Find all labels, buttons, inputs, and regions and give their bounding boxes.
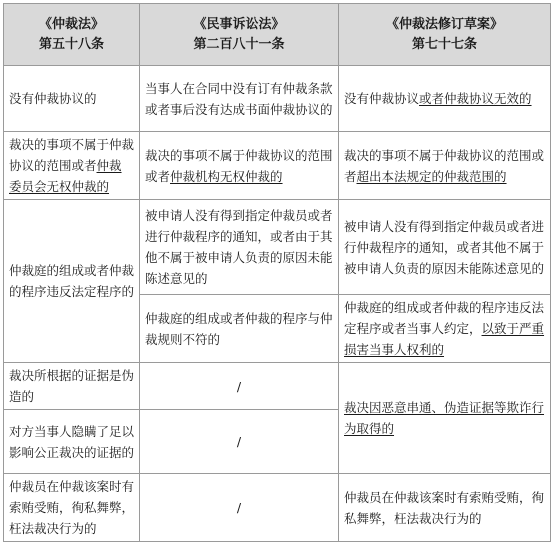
empty-cell-slash: / [140, 474, 339, 542]
table-cell [339, 295, 551, 363]
empty-cell-slash: / [140, 410, 339, 474]
header-row [4, 4, 551, 66]
header-arbitration-law [4, 4, 140, 66]
table-cell: 仲裁员在仲裁该案时有索贿受贿，徇私舞弊，枉法裁决行为的 [4, 474, 140, 542]
header-article: 第七十七条 [411, 36, 477, 52]
cell-text: 裁决的事项不属于仲裁协议的范围或者 [9, 137, 135, 173]
header-arbitration-law-draft [339, 4, 551, 66]
amended-text: 或者仲裁协议无效的 [419, 91, 532, 106]
table-cell [339, 66, 551, 132]
table-row [4, 200, 551, 295]
table-row [4, 474, 551, 542]
amended-text: 仲裁机构无权仲裁的 [170, 168, 283, 184]
table-cell: 被申请人没有得到指定仲裁员或者进行仲裁程序的通知，或者由于其他不属于被申请人负责的原因未能陈述意见的 [140, 200, 339, 295]
amended-text: 裁决因恶意串通、伪造证据等欺诈行为取得的 [344, 400, 545, 436]
table-row [4, 66, 551, 132]
table-cell [4, 132, 140, 200]
cell-text: 仲裁庭的组成或者仲裁的程序违反法定程序或者当事人约定， [344, 300, 545, 336]
table-cell: 当事人在合同中没有订有仲裁条款或者事后没有达成书面仲裁协议的 [140, 66, 339, 132]
header-title: 《民事诉讼法》 [193, 16, 285, 32]
header-title: 《仲裁法》 [38, 16, 104, 32]
amended-text: 以致于严重损害当事人权利的 [344, 321, 545, 357]
amended-text: 超出本法规定的仲裁范围的 [356, 168, 507, 184]
table-cell: 被申请人没有得到指定仲裁员或者进行仲裁程序的通知，或者其他不属于被申请人负责的原因未能陈述意见的 [339, 200, 551, 295]
cell-text: 没有仲裁协议 [344, 91, 420, 106]
table-cell: 仲裁庭的组成或者仲裁的程序违反法定程序的 [4, 200, 140, 363]
table-cell [339, 132, 551, 200]
table-cell [339, 363, 551, 474]
law-comparison-table [3, 3, 551, 542]
table-row [4, 363, 551, 410]
table-cell: 对方当事人隐瞒了足以影响公正裁决的证据的 [4, 410, 140, 474]
table-cell [140, 132, 339, 200]
table-cell: 裁决所根据的证据是伪造的 [4, 363, 140, 410]
table-cell: 仲裁庭的组成或者仲裁的程序与仲裁规则不符的 [140, 295, 339, 363]
amended-text: 仲裁委员会无权仲裁的 [9, 158, 122, 194]
cell-text: 裁决的事项不属于仲裁协议的范围或者 [344, 147, 545, 184]
table-row [4, 132, 551, 200]
empty-cell-slash: / [140, 363, 339, 410]
cell-text: 裁决的事项不属于仲裁协议的范围或者 [145, 147, 333, 184]
table-cell: 仲裁员在仲裁该案时有索贿受贿，徇私舞弊，枉法裁决行为的 [339, 474, 551, 542]
header-title: 《仲裁法修订草案》 [385, 16, 503, 32]
header-civil-procedure-law [140, 4, 339, 66]
header-article: 第五十八条 [38, 36, 104, 52]
header-article: 第二百八十一条 [193, 36, 285, 52]
table-cell: 没有仲裁协议的 [4, 66, 140, 132]
